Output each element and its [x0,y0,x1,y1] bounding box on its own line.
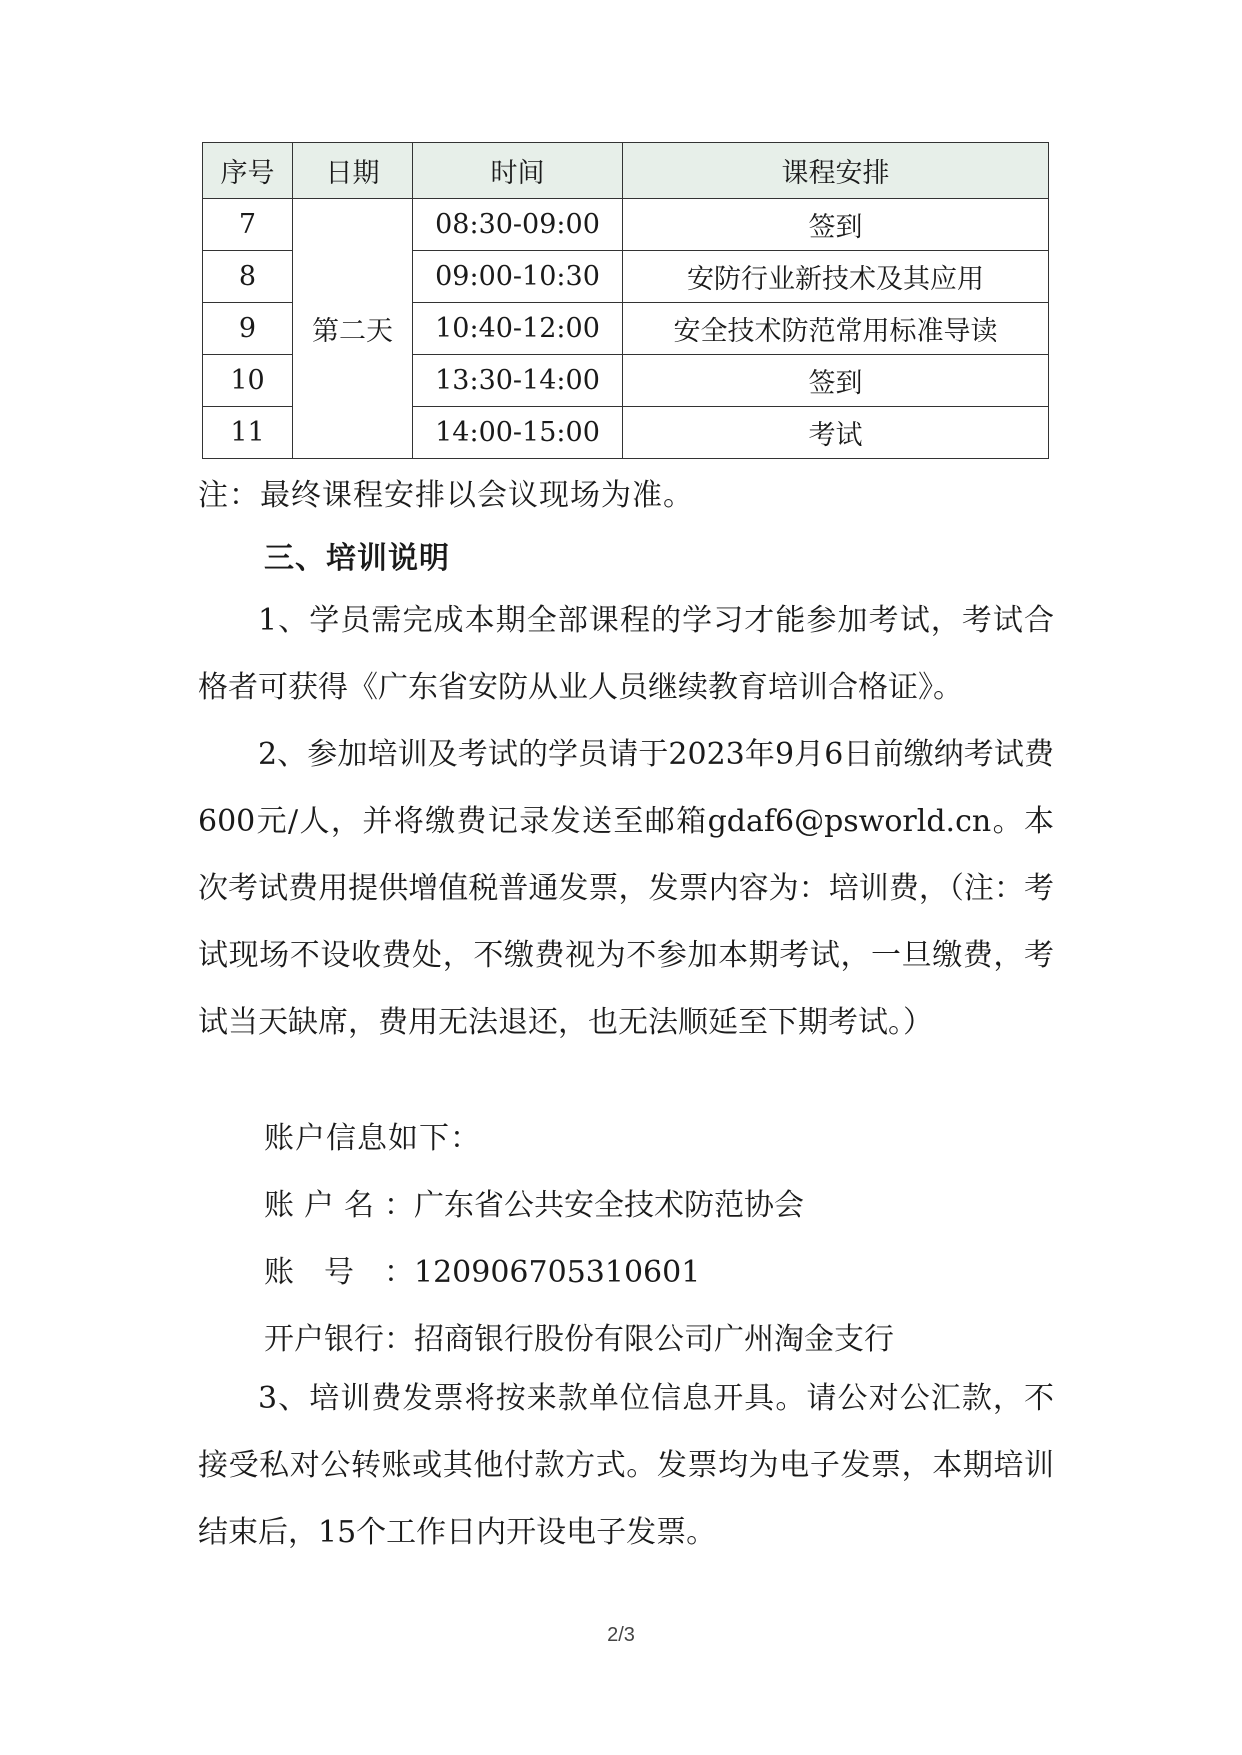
table-header-row [203,143,1049,199]
account-intro: 账户信息如下： [264,1121,481,1156]
row-time: 09:00-10:30 [413,251,623,303]
account-number-row [264,1247,700,1291]
row-course: 签到 [623,355,1049,407]
row-no: 7 [203,199,293,251]
account-number-label: 账号： [264,1255,414,1290]
paragraph-1: 1、学员需完成本期全部课程的学习才能参加考试，考试合格者可获得《广东省安防从业人员继续教育培训合格证》。 [198,603,1054,705]
header-no: 序号 [203,143,293,199]
row-time: 13:30-14:00 [413,355,623,407]
paragraph-3: 3、培训费发票将按来款单位信息开具。请公对公汇款，不接受私对公转账或其他付款方式。发票均为电子发票，本期培训结束后，15个工作日内开设电子发票。 [198,1381,1054,1550]
schedule-table [202,142,1049,459]
paragraph-2: 2、参加培训及考试的学员请于2023年9月6日前缴纳考试费600元/人，并将缴费记录发送至邮箱gdaf6@psworld.cn。本次考试费用提供增值税普通发票，发票内容为：培训费，（注：考试现场不设收费处，不缴费视为不参加本期考试，一旦缴费，考试当天缺席，费用无法退还，也无法顺延至下期考试。） [198,737,1054,1040]
row-course: 考试 [623,407,1049,459]
account-name-value: 广东省公共安全技术防范协会 [414,1188,804,1223]
row-course: 安防行业新技术及其应用 [623,251,1049,303]
account-bank-row [264,1314,894,1358]
header-course: 课程安排 [623,143,1049,199]
section-heading: 三、培训说明 [264,541,450,576]
header-time: 时间 [413,143,623,199]
row-course: 安全技术防范常用标准导读 [623,303,1049,355]
account-name-label: 账户名： [264,1188,414,1223]
day-cell: 第二天 [293,199,413,459]
row-time: 08:30-09:00 [413,199,623,251]
table-note: 注：最终课程安排以会议现场为准。 [198,478,694,513]
account-bank-label: 开户银行： [264,1322,414,1357]
table-row [203,199,1049,251]
account-number-value: 120906705310601 [414,1255,701,1290]
row-time: 14:00-15:00 [413,407,623,459]
row-course: 签到 [623,199,1049,251]
account-name-row [264,1180,804,1224]
header-date: 日期 [293,143,413,199]
row-time: 10:40-12:00 [413,303,623,355]
row-no: 8 [203,251,293,303]
row-no: 11 [203,407,293,459]
row-no: 10 [203,355,293,407]
page-number: 2/3 [607,1624,635,1646]
account-bank-value: 招商银行股份有限公司广州淘金支行 [414,1322,894,1357]
row-no: 9 [203,303,293,355]
